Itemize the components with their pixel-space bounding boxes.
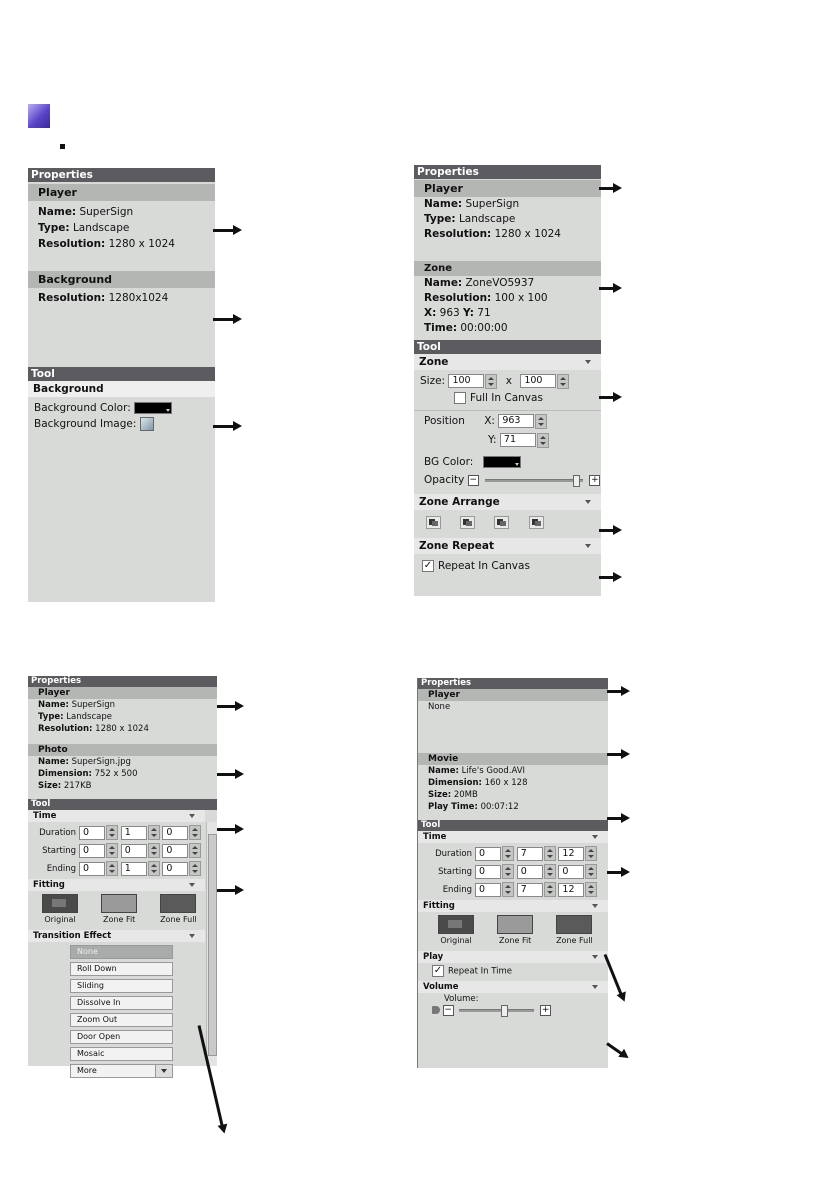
tool-header: Tool — [28, 367, 215, 381]
time-row: Ending 0 1 0 — [28, 861, 217, 876]
callout-arrow-icon — [599, 396, 615, 399]
opacity-slider-thumb[interactable] — [573, 475, 580, 487]
movie-name: Name: Life's Good.AVI — [428, 766, 526, 776]
time-row: Starting 0 0 0 — [418, 864, 608, 879]
callout-arrow-icon — [217, 889, 237, 892]
callout-arrow-icon — [599, 529, 615, 532]
zone-resolution: Resolution: 100 x 100 — [424, 292, 548, 304]
opacity-row: Opacity − + — [424, 474, 599, 486]
zone-size-row: Size: 100 x 100 — [414, 373, 601, 389]
send-backward-icon[interactable] — [494, 516, 509, 529]
properties-header: Properties — [28, 676, 217, 687]
stepper-arrows-icon[interactable] — [148, 825, 160, 840]
opacity-minus-button[interactable]: − — [469, 474, 477, 485]
time-stepper[interactable]: 7 — [517, 882, 556, 897]
fit-zone-full-option[interactable]: Zone Full — [150, 894, 206, 924]
callout-arrow-icon — [607, 690, 623, 693]
tool-header: Tool — [418, 820, 608, 831]
repeat-in-time-row[interactable]: ✓ Repeat In Time — [433, 965, 513, 977]
properties-header: Properties — [414, 165, 601, 179]
fitting-header[interactable]: Fitting — [418, 900, 608, 912]
time-row: Starting 0 0 0 — [28, 843, 217, 858]
callout-arrow-icon — [217, 773, 237, 776]
stepper-arrows-icon[interactable] — [544, 846, 556, 861]
time-stepper[interactable]: 0 — [475, 864, 514, 879]
time-stepper[interactable]: 0 — [517, 864, 556, 879]
transition-effect-header[interactable]: Transition Effect — [28, 930, 205, 942]
callout-arrow-icon — [213, 318, 235, 321]
movie-size: Size: 20MB — [428, 790, 478, 800]
size-height-stepper[interactable]: 100 — [520, 373, 569, 389]
size-width-stepper[interactable]: 100 — [448, 373, 497, 389]
stepper-arrows-icon[interactable] — [502, 882, 514, 897]
player-section-header: Player — [418, 689, 608, 701]
stepper-arrows-icon[interactable] — [502, 864, 514, 879]
stepper-arrows-icon[interactable] — [106, 861, 118, 876]
volume-plus-button[interactable]: + — [541, 1004, 550, 1015]
position-x-stepper[interactable]: 963 — [498, 413, 547, 429]
time-stepper[interactable]: 12 — [558, 882, 597, 897]
chevron-down-icon[interactable] — [155, 1065, 172, 1077]
time-stepper[interactable]: 0 — [558, 864, 597, 879]
callout-arrow-icon — [606, 1042, 623, 1055]
time-stepper[interactable]: 0 — [475, 882, 514, 897]
stepper-arrows-icon[interactable] — [544, 882, 556, 897]
background-color-row: Background Color: — [28, 400, 215, 416]
stepper-arrows-icon[interactable] — [189, 843, 201, 858]
send-to-back-icon[interactable] — [529, 516, 544, 529]
background-image-icon[interactable] — [140, 417, 154, 431]
stepper-arrows-icon[interactable] — [106, 825, 118, 840]
time-row: Duration 0 7 12 — [418, 846, 608, 861]
time-stepper[interactable]: 0 — [79, 825, 118, 840]
photo-name: Name: SuperSign.jpg — [38, 757, 131, 767]
callout-arrow-icon — [599, 287, 615, 290]
player-resolution: Resolution: 1280 x 1024 — [38, 238, 175, 250]
time-stepper[interactable]: 12 — [558, 846, 597, 861]
tool-header: Tool — [28, 799, 217, 810]
transition-option[interactable]: None — [70, 945, 173, 959]
time-header[interactable]: Time — [28, 810, 205, 822]
time-stepper[interactable]: 0 — [121, 843, 160, 858]
position-x-row: Position X: 963 — [414, 413, 601, 429]
time-stepper[interactable]: 0 — [79, 861, 118, 876]
time-stepper[interactable]: 0 — [79, 843, 118, 858]
background-section-header: Background — [28, 271, 215, 288]
volume-minus-button[interactable]: − — [444, 1004, 452, 1015]
opacity-plus-button[interactable]: + — [591, 474, 599, 485]
callout-arrow-icon — [217, 705, 237, 708]
properties-header: Properties — [28, 168, 215, 182]
movie-dimension: Dimension: 160 x 128 — [428, 778, 528, 788]
fit-zone-full-option[interactable]: Zone Full — [546, 915, 602, 945]
tool-header: Tool — [414, 340, 601, 354]
fitting-header[interactable]: Fitting — [28, 879, 205, 891]
player-section-header: Player — [414, 180, 601, 197]
volume-header[interactable]: Volume — [418, 981, 608, 993]
stepper-arrows-icon[interactable] — [189, 861, 201, 876]
properties-panel-photo — [28, 676, 217, 1075]
volume-slider-thumb[interactable] — [501, 1005, 508, 1017]
callout-arrow-icon — [607, 817, 623, 820]
stepper-arrows-icon[interactable] — [502, 846, 514, 861]
time-stepper[interactable]: 0 — [162, 843, 201, 858]
zone-arrange-buttons — [414, 510, 601, 538]
movie-section-header: Movie — [418, 753, 608, 765]
callout-arrow-icon — [599, 576, 615, 579]
properties-panel-background — [28, 168, 215, 602]
bring-to-front-icon[interactable] — [426, 516, 441, 529]
time-row: Duration 0 1 0 — [28, 825, 217, 840]
time-stepper[interactable]: 1 — [121, 861, 160, 876]
zone-section-header: Zone — [414, 261, 601, 276]
stepper-arrows-icon[interactable] — [585, 882, 597, 897]
tool-scrollbar[interactable] — [206, 822, 217, 1066]
time-header[interactable]: Time — [418, 831, 608, 843]
player-resolution: Resolution: 1280 x 1024 — [38, 724, 149, 734]
stepper-arrows-icon[interactable] — [148, 861, 160, 876]
background-image-row: Background Image: — [28, 416, 215, 432]
player-section-header: Player — [28, 184, 215, 201]
callout-arrow-icon — [607, 753, 623, 756]
fit-original-option[interactable]: Original — [428, 915, 484, 945]
stepper-arrows-icon[interactable] — [585, 846, 597, 861]
properties-panel-movie — [417, 678, 608, 1068]
time-stepper[interactable]: 1 — [121, 825, 160, 840]
transition-option[interactable]: Roll Down — [70, 962, 173, 976]
stepper-arrows-icon[interactable] — [189, 825, 201, 840]
time-stepper[interactable]: 7 — [517, 846, 556, 861]
fitting-options — [28, 891, 217, 930]
player-type: Type: Landscape — [424, 213, 516, 225]
repeat-in-time-checkbox[interactable]: ✓ — [433, 965, 443, 976]
stepper-arrows-icon[interactable] — [148, 843, 160, 858]
position-y-row: Y: 71 — [414, 432, 601, 448]
player-name: Name: SuperSign — [38, 700, 116, 710]
photo-dimension: Dimension: 752 x 500 — [38, 769, 138, 779]
callout-arrow-icon — [213, 425, 235, 428]
properties-panel-zone — [414, 165, 601, 596]
properties-header: Properties — [418, 678, 608, 689]
callout-arrow-icon — [213, 229, 235, 232]
time-row: Ending 0 7 12 — [418, 882, 608, 897]
position-y-stepper[interactable]: 71 — [500, 432, 549, 448]
stepper-arrows-icon[interactable] — [585, 864, 597, 879]
player-name: Name: SuperSign — [38, 206, 134, 218]
photo-section-header: Photo — [28, 744, 217, 756]
section-bullet-icon — [28, 104, 50, 128]
fit-zone-fit-option[interactable]: Zone Fit — [487, 915, 543, 945]
stepper-arrows-icon[interactable] — [106, 843, 118, 858]
callout-arrow-icon — [607, 871, 623, 874]
play-header[interactable]: Play — [418, 951, 608, 963]
transition-option[interactable]: Zoom Out — [70, 1013, 173, 1027]
transition-option[interactable]: More — [70, 1064, 173, 1078]
player-resolution: Resolution: 1280 x 1024 — [424, 228, 561, 240]
volume-slider[interactable] — [459, 1009, 534, 1012]
transition-option[interactable]: Sliding — [70, 979, 173, 993]
full-in-canvas-checkbox[interactable] — [454, 392, 466, 404]
player-type: Type: Landscape — [38, 222, 130, 234]
zone-position: X: 963 Y: 71 — [424, 307, 491, 319]
stepper-arrows-icon[interactable] — [544, 864, 556, 879]
player-type: Type: Landscape — [38, 712, 112, 722]
photo-size: Size: 217KB — [38, 781, 92, 791]
transition-effect-list — [28, 945, 217, 1078]
repeat-in-canvas-row[interactable]: ✓ Repeat In Canvas — [423, 560, 530, 572]
callout-arrow-icon — [217, 828, 237, 831]
fit-original-option[interactable]: Original — [32, 894, 88, 924]
volume-row — [418, 1005, 608, 1017]
volume-label: Volume: — [444, 993, 479, 1004]
transition-option[interactable]: Mosaic — [70, 1047, 173, 1061]
zone-tool-header[interactable]: Zone — [414, 354, 601, 370]
collapse-triangle-icon — [585, 360, 591, 364]
full-in-canvas-row[interactable]: Full In Canvas — [414, 390, 601, 406]
repeat-in-canvas-checkbox[interactable]: ✓ — [423, 560, 433, 571]
time-stepper[interactable]: 0 — [162, 825, 201, 840]
list-bullet-icon — [60, 144, 65, 149]
background-color-swatch[interactable] — [134, 402, 172, 414]
fitting-options — [418, 912, 608, 951]
player-none: None — [428, 702, 451, 712]
zone-name: Name: ZoneVO5937 — [424, 277, 535, 289]
zone-time: Time: 00:00:00 — [424, 322, 508, 334]
zone-repeat-header[interactable]: Zone Repeat — [414, 538, 601, 554]
fit-zone-fit-option[interactable]: Zone Fit — [91, 894, 147, 924]
movie-play-time: Play Time: 00:07:12 — [428, 802, 519, 812]
zone-arrange-header[interactable]: Zone Arrange — [414, 494, 601, 510]
transition-option[interactable]: Door Open — [70, 1030, 173, 1044]
opacity-slider[interactable] — [485, 479, 583, 482]
background-resolution: Resolution: 1280x1024 — [38, 292, 169, 304]
callout-arrow-icon — [599, 187, 615, 190]
transition-option[interactable]: Dissolve In — [70, 996, 173, 1010]
bg-color-swatch[interactable] — [483, 456, 521, 468]
collapse-triangle-icon — [585, 544, 591, 548]
time-stepper[interactable]: 0 — [162, 861, 201, 876]
speaker-icon — [432, 1006, 440, 1014]
time-stepper[interactable]: 0 — [475, 846, 514, 861]
collapse-triangle-icon — [585, 500, 591, 504]
player-name: Name: SuperSign — [424, 198, 520, 210]
tool-background-header: Background — [28, 381, 215, 397]
bring-forward-icon[interactable] — [460, 516, 475, 529]
bg-color-row: BG Color: — [414, 454, 601, 470]
player-section-header: Player — [28, 687, 217, 699]
